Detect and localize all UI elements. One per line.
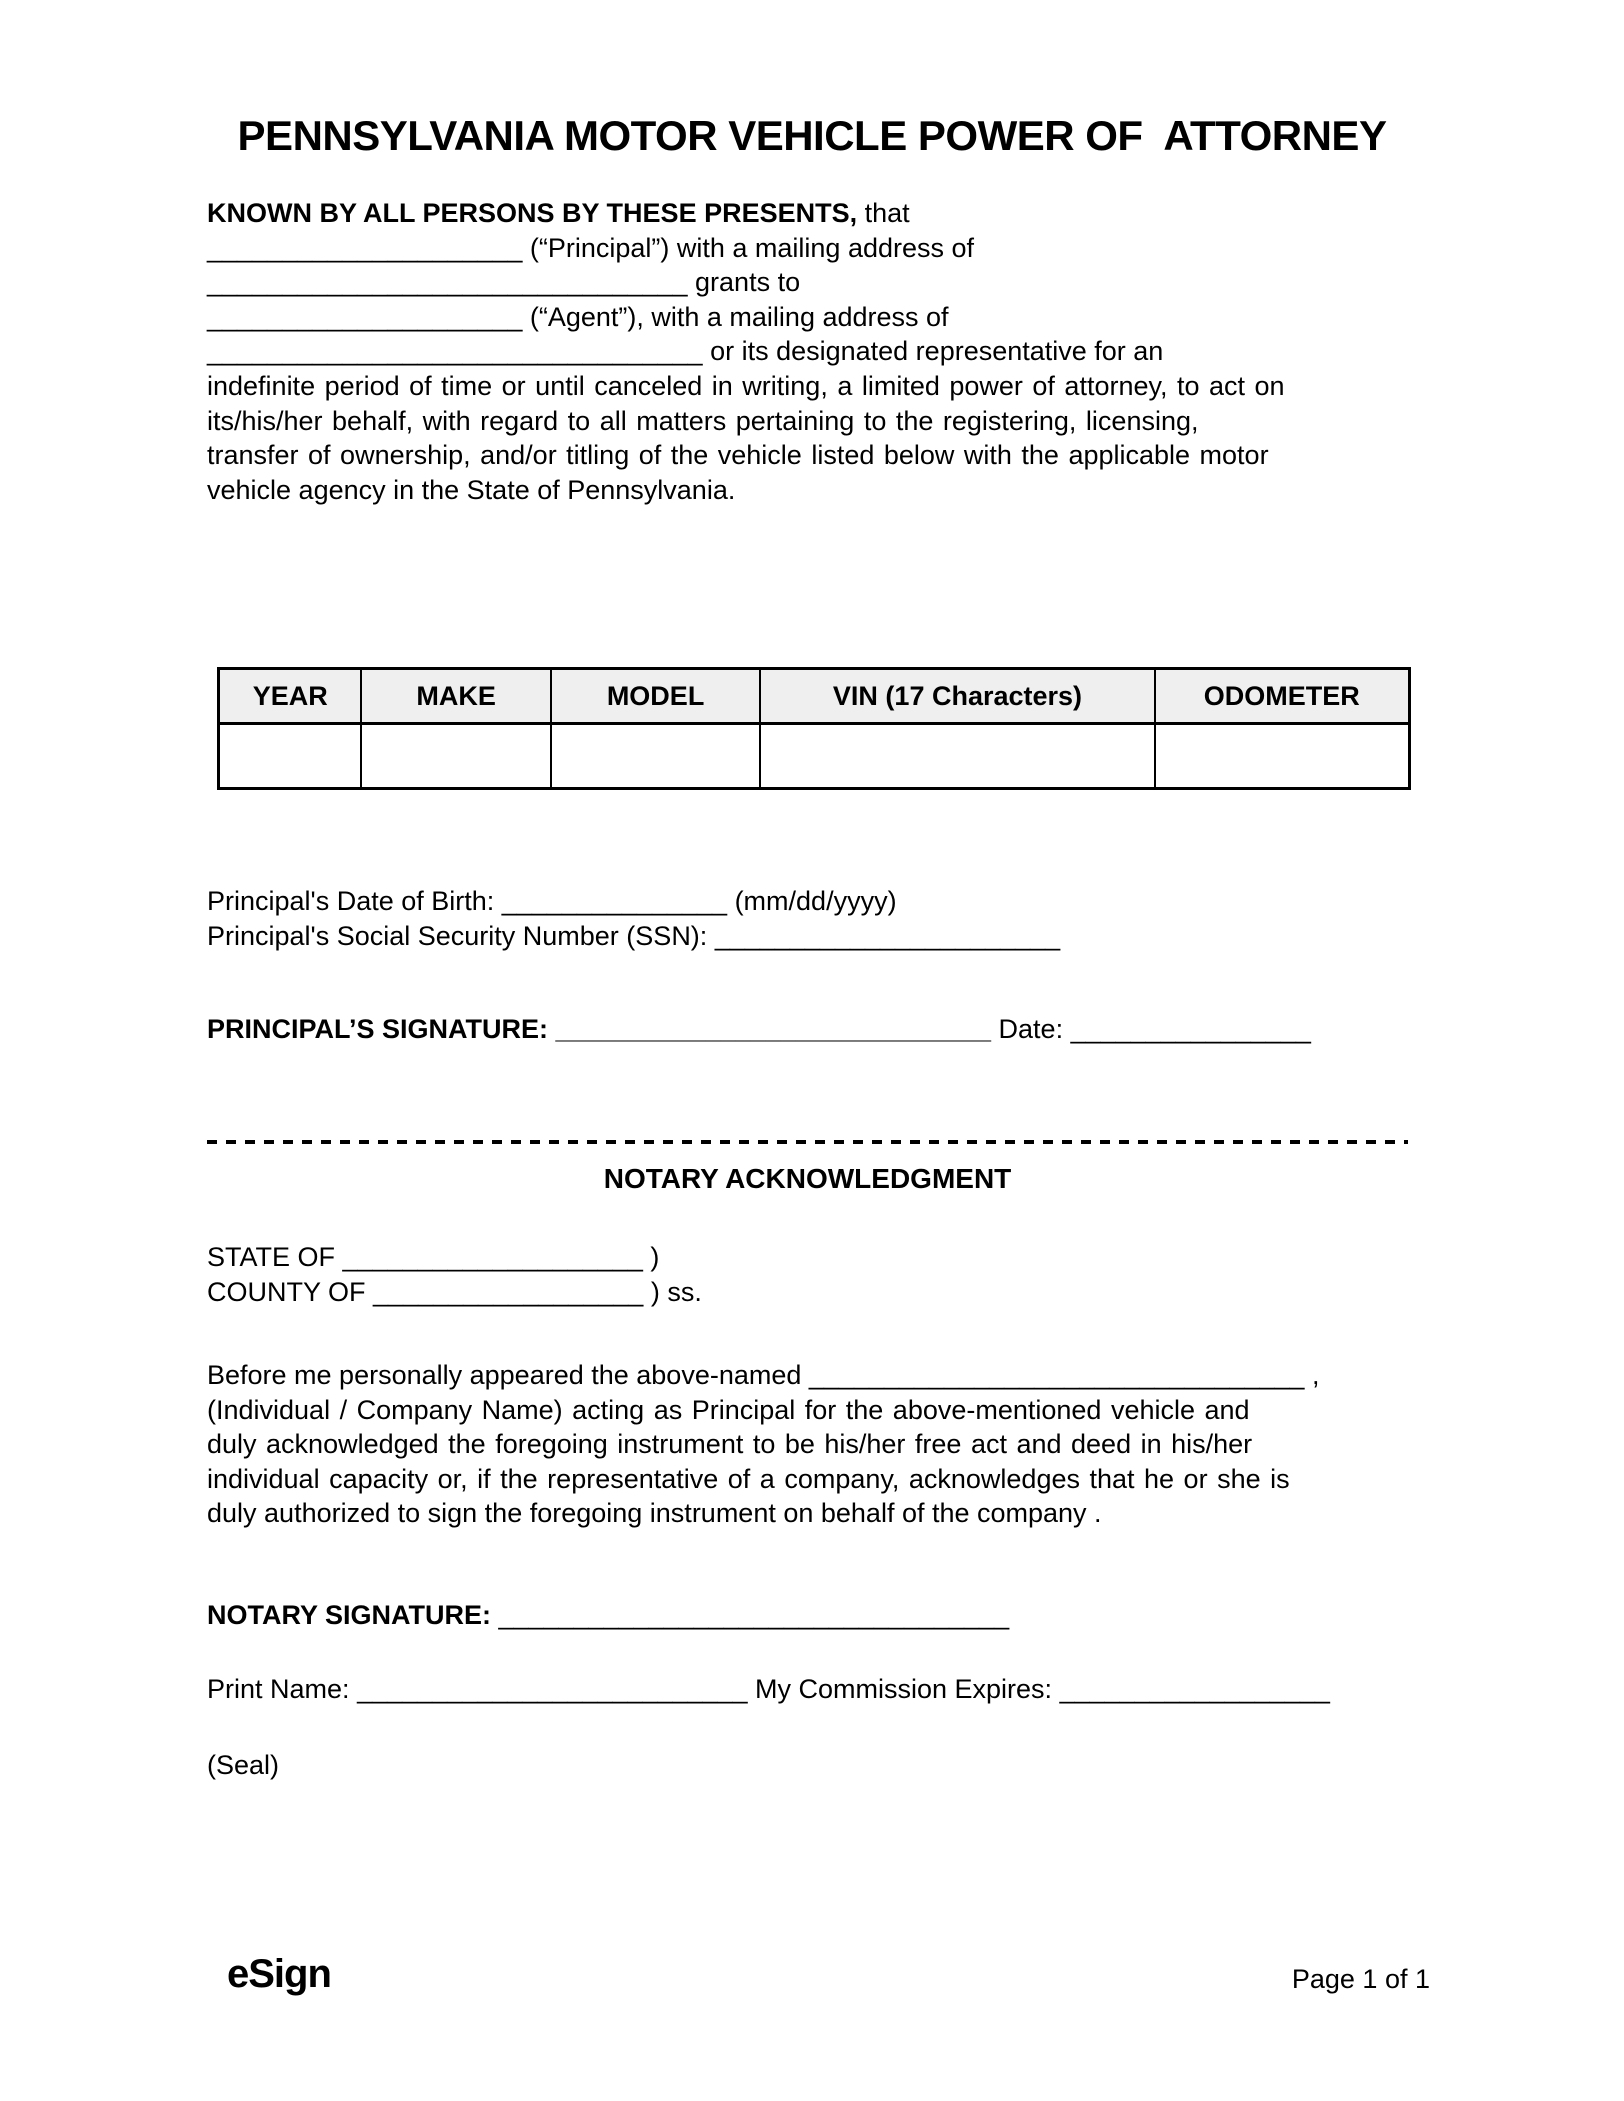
notary-signature-line [207,1598,1009,1633]
notary-heading: NOTARY ACKNOWLEDGMENT [603,1163,1012,1194]
principal-signature-blank[interactable]: _____________________________ [555,1014,992,1044]
vehicle-vin-cell[interactable] [760,724,1154,789]
county-paren: ) ss. [650,1277,702,1307]
intro-body-line-3: transfer of ownership, and/or titling of the vehicle listed below with the applicable motor [207,440,1269,471]
intro-body-line-1: indefinite period of time or until canceled in writing, a limited power of attorney, to act on [207,370,1285,401]
vehicle-table-header-make: MAKE [361,669,550,724]
notary-appeared-line [207,1358,1427,1393]
print-name-label: Print Name: [207,1674,350,1704]
principal-address-line [207,265,1422,300]
vehicle-odometer-cell[interactable] [1155,724,1410,789]
state-line [207,1240,702,1275]
state-blank[interactable]: ____________________ [342,1242,643,1272]
agent-name-tail: (“Agent”), with a mailing address of [529,301,949,332]
notary-body-line-5: duly authorized to sign the foregoing instrument on behalf of the company . [207,1498,1102,1528]
principal-name-line [207,231,1422,266]
state-county-block [207,1240,702,1310]
notary-signature-label: NOTARY SIGNATURE: [207,1600,492,1630]
vehicle-year-cell[interactable] [219,724,362,789]
county-line [207,1275,702,1310]
ssn-blank[interactable]: _______________________ [714,921,1061,951]
principal-signature-line [207,1012,1311,1047]
principal-name-blank[interactable]: _____________________ [207,232,523,263]
principal-signature-label: PRINCIPAL’S SIGNATURE: [207,1014,549,1044]
ssn-label: Principal's Social Security Number (SSN): [207,921,708,951]
notary-body-line-4: individual capacity or, if the representative of a company, acknowledges that he or she is [207,1463,1290,1494]
state-of-label: STATE OF [207,1242,335,1272]
intro-body-line-4: vehicle agency in the State of Pennsylvania. [207,474,736,505]
agent-address-blank[interactable]: _________________________________ [207,336,703,367]
page-title: PENNSYLVANIA MOTOR VEHICLE POWER OF ATTORNEY [237,112,1387,159]
appeared-comma: , [1311,1360,1320,1390]
dob-line [207,884,1060,919]
principal-address-blank[interactable]: ________________________________ [207,267,688,298]
dob-format-hint: (mm/dd/yyyy) [734,886,897,916]
dob-label: Principal's Date of Birth: [207,886,495,916]
intro-body-line-2: its/his/her behalf, with regard to all matters pertaining to the registering, licensing, [207,405,1199,436]
notary-print-line [207,1672,1330,1707]
agent-address-tail: or its designated representative for an [710,336,1164,367]
vehicle-table-header-odometer: ODOMETER [1155,669,1410,724]
vehicle-table-header-vin: VIN (17 Characters) [760,669,1154,724]
dob-blank[interactable]: _______________ [501,886,728,916]
page-number: Page 1 of 1 [1291,1964,1430,1994]
notary-signature-blank[interactable]: __________________________________ [498,1600,1010,1630]
intro-lead-bold: KNOWN BY ALL PERSONS BY THESE PRESENTS, [207,198,858,228]
notary-body-line-3: duly acknowledged the foregoing instrument to be his/her free act and deed in his/her [207,1429,1253,1459]
seal-label: (Seal) [207,1750,280,1780]
vehicle-model-cell[interactable] [551,724,761,789]
vehicle-make-cell[interactable] [361,724,550,789]
appeared-name-blank[interactable]: _________________________________ [808,1360,1305,1390]
notary-paragraph [207,1358,1427,1531]
intro-lead-tail: that [864,198,910,228]
vehicle-table-header-model: MODEL [551,669,761,724]
commission-label: My Commission Expires: [755,1674,1053,1704]
county-of-label: COUNTY OF [207,1277,366,1307]
state-paren: ) [650,1242,660,1272]
agent-address-line [207,334,1422,369]
date-label: Date: [998,1014,1064,1044]
notary-body-line-2: (Individual / Company Name) acting as Principal for the above-mentioned vehicle and [207,1394,1250,1425]
vehicle-table-header-row [219,669,1410,724]
agent-name-blank[interactable]: _____________________ [207,301,523,332]
vehicle-table-container [217,667,1411,790]
agent-name-line [207,300,1422,335]
date-blank[interactable]: ________________ [1070,1014,1311,1044]
intro-lead-line [207,196,1422,231]
dashed-divider [207,1140,1408,1144]
appeared-lead: Before me personally appeared the above-named [207,1360,802,1390]
esign-logo: eSign [227,1952,331,1996]
vehicle-table [217,667,1411,790]
county-blank[interactable]: __________________ [373,1277,644,1307]
principal-info-block [207,884,1060,954]
commission-blank[interactable]: __________________ [1059,1674,1330,1704]
principal-address-tail: grants to [695,267,801,298]
intro-paragraph [207,196,1422,507]
print-name-blank[interactable]: __________________________ [357,1674,748,1704]
vehicle-table-row [219,724,1410,789]
vehicle-table-header-year: YEAR [219,669,362,724]
principal-name-tail: (“Principal”) with a mailing address of [529,232,975,263]
ssn-line [207,919,1060,954]
